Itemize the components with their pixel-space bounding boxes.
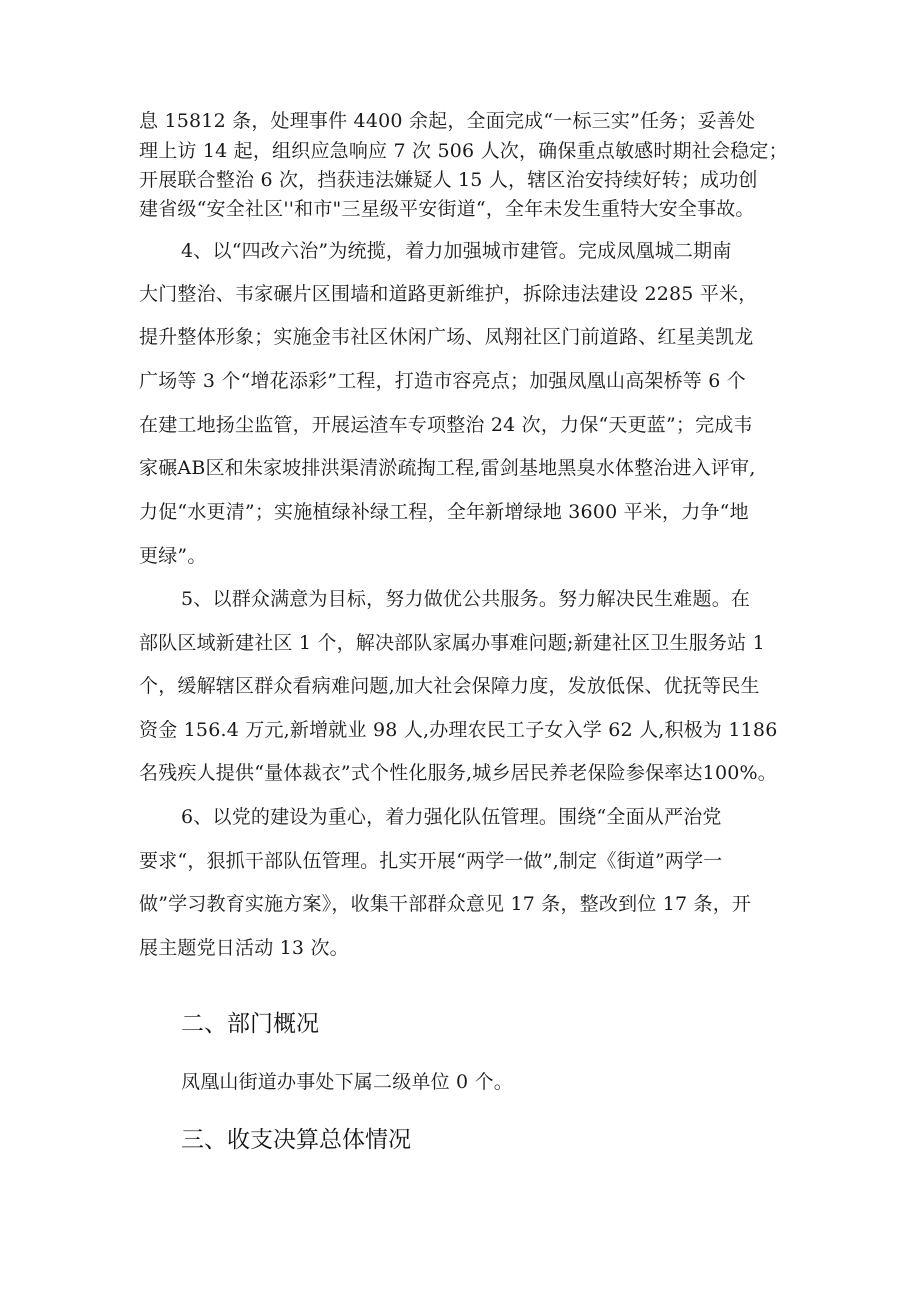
section-heading-department-overview: 二、部门概况 — [181, 1011, 319, 1037]
text-line: 做”学习教育实施方案》，收集干部群众意见 17 条，整改到位 17 条，开 — [139, 893, 752, 915]
text-line: 资金 156.4 万元,新增就业 98 人,办理农民工子女入学 62 人,积极为 1186 — [139, 719, 778, 741]
text-line: 展主题党日活动 13 次。 — [139, 937, 349, 959]
text-line: 广场等 3 个“增花添彩”工程，打造市容亮点；加强凤凰山高架桥等 6 个 — [139, 370, 746, 392]
text-line: 建省级“安全社区''和市"三星级平安街道“，全年未发生重特大安全事故。 — [139, 198, 755, 220]
text-line: 开展联合整治 6 次，挡获违法嫌疑人 15 人，辖区治安持续好转；成功创 — [139, 169, 758, 191]
text-line: 提升整体形象；实施金韦社区休闲广场、凤翔社区门前道路、红星美凯龙 — [139, 326, 754, 348]
text-line: 息 15812 条，处理事件 4400 余起，全面完成“一标三实”任务；妥善处 — [139, 110, 756, 132]
text-line: 名残疾人提供“量体裁衣”式个性化服务,城乡居民养老保险参保率达100%。 — [139, 762, 777, 784]
text-line: 部队区域新建社区 1 个，解决部队家属办事难问题;新建社区卫生服务站 1 — [139, 632, 765, 654]
section-heading-budget-overview: 三、收支决算总体情况 — [181, 1127, 411, 1153]
text-line: 更绿”。 — [139, 545, 207, 567]
text-line: 大门整治、韦家碾片区围墙和道路更新维护，拆除违法建设 2285 平米， — [139, 283, 758, 305]
text-line: 5、以群众满意为目标，努力做优公共服务。努力解决民生难题。在 — [181, 588, 751, 610]
text-line: 6、以党的建设为重心，着力强化队伍管理。围绕“全面从严治党 — [181, 806, 722, 828]
text-line: 要求“，狠抓干部队伍管理。扎实开展“两学一做”,制定《街道”两学一 — [139, 850, 723, 872]
text-line: 家碾AB区和朱家坡排洪渠清淤疏掏工程,雷剑基地黑臭水体整治进入评审, — [139, 457, 756, 479]
text-line: 个，缓解辖区群众看病难问题,加大社会保障力度，发放低保、优抚等民生 — [139, 675, 760, 697]
text-line: 在建工地扬尘监管，开展运渣车专项整治 24 次，力保“天更蓝”；完成韦 — [139, 414, 753, 436]
text-line: 4、以“四改六治”为统揽，着力加强城市建管。完成凤凰城二期南 — [181, 240, 732, 262]
text-line: 理上访 14 起，组织应急响应 7 次 506 人次，确保重点敏感时期社会稳定； — [139, 140, 788, 162]
text-line: 力促“水更清”；实施植绿补绿工程，全年新增绿地 3600 平米，力争“地 — [139, 501, 749, 523]
section-body-text: 凤凰山街道办事处下属二级单位 0 个。 — [181, 1071, 513, 1093]
